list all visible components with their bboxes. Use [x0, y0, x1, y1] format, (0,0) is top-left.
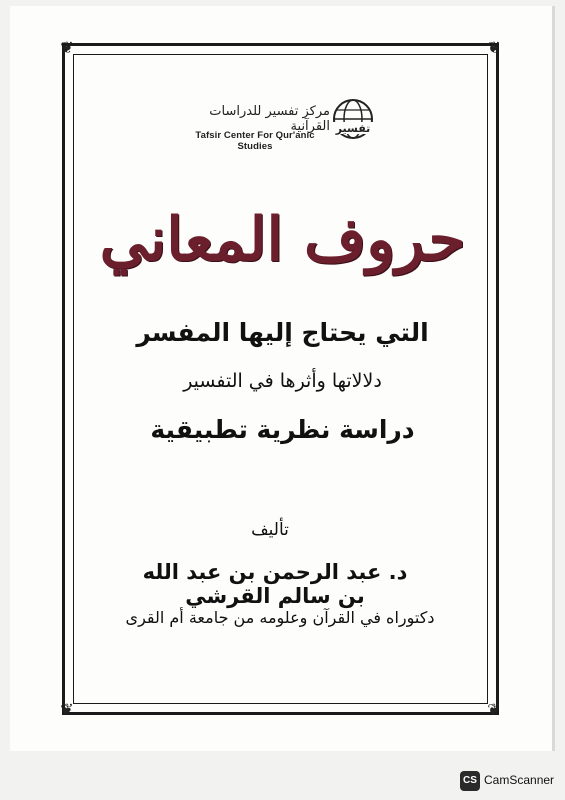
- corner-ornament-icon: ❦: [487, 38, 501, 57]
- book-subtitle-1: التي يحتاج إليها المفسر: [136, 318, 429, 347]
- book-subtitle-3: دراسة نظرية تطبيقية: [150, 415, 415, 444]
- book-title: حروف المعاني: [99, 205, 466, 275]
- logo-text: تفسير: [335, 122, 371, 135]
- camscanner-logo-icon: CS: [460, 771, 480, 791]
- publisher-arabic-name: مركز تفسير للدراسات القرآنية: [209, 104, 330, 134]
- author-name: د. عبد الرحمن بن عبد الله بن سالم القرشي: [142, 560, 408, 608]
- corner-ornament-icon: ❦: [60, 700, 74, 719]
- publisher-logo: [180, 96, 390, 156]
- camscanner-watermark: [460, 770, 560, 792]
- corner-ornament-icon: ❦: [60, 38, 74, 57]
- book-subtitle-2: دلالاتها وأثرها في التفسير: [183, 370, 382, 392]
- author-label: تأليف: [251, 520, 289, 540]
- globe-logo-icon: [332, 98, 374, 140]
- corner-ornament-icon: ❦: [487, 700, 501, 719]
- author-degree: دكتوراه في القرآن وعلومه من جامعة أم القرى: [125, 608, 435, 627]
- publisher-english-name: Tafsir Center For Qur'anic Studies: [195, 130, 315, 152]
- page-edge: [552, 6, 555, 751]
- camscanner-label: CamScanner: [484, 773, 555, 787]
